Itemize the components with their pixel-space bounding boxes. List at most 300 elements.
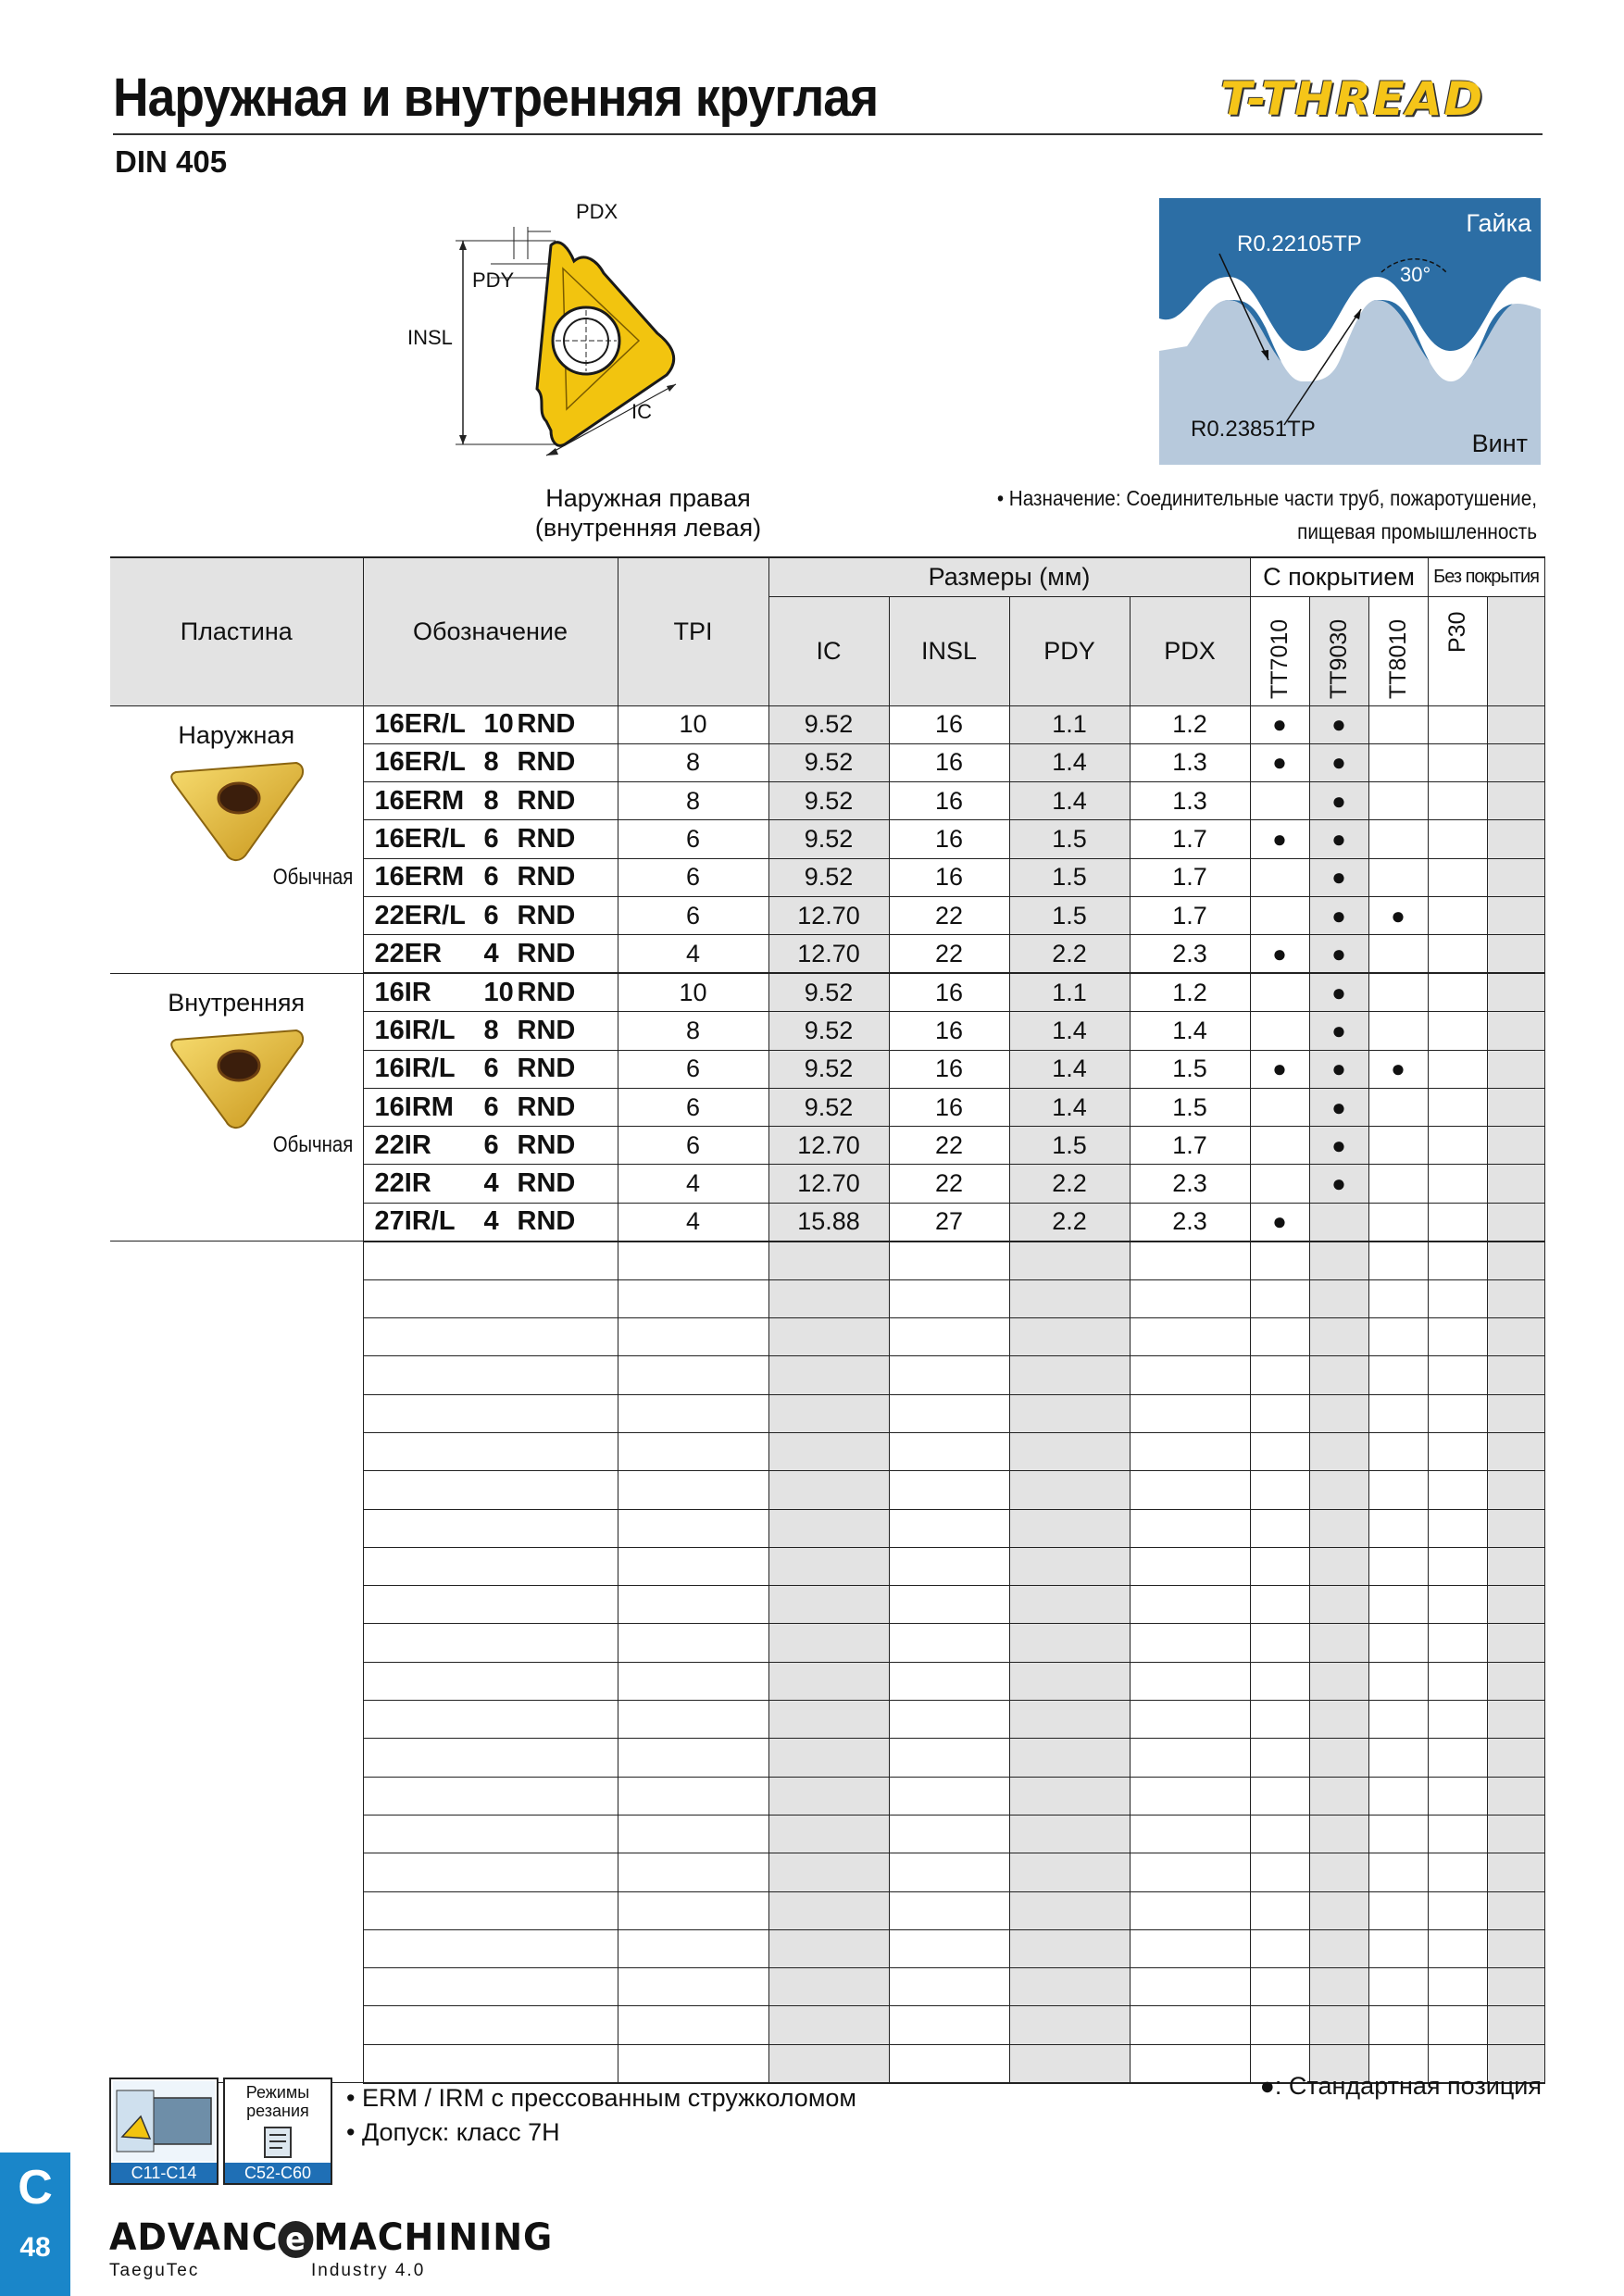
empty-cell [1309,1356,1368,1394]
section-letter: C [18,2161,53,2215]
empty-cell [1009,1929,1130,1967]
insert-spec-table [110,556,1545,2084]
grade-tt9030-cell [1309,1203,1368,1242]
empty-cell [1487,1471,1544,1509]
grade-tt7010-cell: ● [1250,1050,1309,1088]
tpi-cell: 10 [618,705,768,743]
pdx-cell: 1.7 [1130,820,1250,858]
empty-cell [1009,1891,1130,1929]
designation-profile: RND [517,824,576,855]
empty-cell [1309,1586,1368,1624]
designation-profile: RND [517,747,576,778]
empty-cell [1428,1356,1487,1394]
grade-p30-cell [1428,1050,1487,1088]
empty-cell [1250,2006,1309,2044]
empty-cell [1487,1547,1544,1585]
empty-cell [1130,1929,1250,1967]
grade-tt7010-cell [1250,1127,1309,1165]
grade-tt7010-cell [1250,973,1309,1012]
empty-cell [1487,2006,1544,2044]
grade-tt8010-cell: ● [1368,1050,1428,1088]
empty-cell [618,2044,768,2083]
legend-note: ●: Стандартная позиция [1259,2072,1542,2100]
empty-cell [1428,1624,1487,1662]
designation-tpi: 4 [483,1168,499,1199]
empty-cell [1009,1356,1130,1394]
designation-code: 22IR [374,1168,431,1199]
grade-p30-cell [1428,896,1487,934]
grade-p30-cell [1428,1165,1487,1203]
empty-cell [1130,1318,1250,1356]
insert-caption-line2: (внутренняя левая) [534,514,762,542]
designation-cell [363,705,618,743]
empty-cell [889,1242,1009,1280]
header-grade-tt9030: TT9030 [1325,618,1352,699]
empty-cell [618,1318,768,1356]
designation-cell [363,1165,618,1203]
grade-tt8010-cell [1368,782,1428,820]
empty-cell [363,1929,618,1967]
empty-cell [1487,705,1544,743]
empty-cell [1487,1662,1544,1700]
ic-cell: 12.70 [768,896,889,934]
empty-cell [1487,1318,1544,1356]
empty-cell [1428,1853,1487,1891]
empty-cell [889,2044,1009,2083]
empty-cell [1368,1929,1428,1967]
empty-cell [1309,1968,1368,2006]
designation-code: 16ERM [374,862,465,892]
insert-group-sublabel: Обычная [272,1131,354,1157]
ic-cell: 9.52 [768,743,889,781]
empty-cell [1368,1968,1428,2006]
grade-tt8010-cell [1368,1012,1428,1050]
empty-cell [1487,1777,1544,1815]
pdx-cell: 1.5 [1130,1050,1250,1088]
ic-cell: 9.52 [768,1012,889,1050]
empty-cell [1368,1739,1428,1777]
empty-cell [889,1853,1009,1891]
empty-cell [1309,2006,1368,2044]
designation-profile: RND [517,938,576,968]
grade-tt9030-cell: ● [1309,896,1368,934]
empty-cell [1487,820,1544,858]
designation-code: 16IR [374,977,431,1007]
insl-cell: 27 [889,1203,1009,1242]
ic-cell: 12.70 [768,935,889,974]
grade-tt7010-cell: ● [1250,820,1309,858]
empty-cell [1130,1815,1250,1853]
empty-cell [1130,1432,1250,1470]
pdx-cell: 1.2 [1130,705,1250,743]
tpi-cell: 4 [618,935,768,974]
grade-p30-cell [1428,782,1487,820]
empty-cell [1487,1624,1544,1662]
empty-cell [1368,1318,1428,1356]
empty-cell [1368,1777,1428,1815]
insl-cell: 16 [889,973,1009,1012]
header-coated: С покрытием [1250,557,1428,596]
grade-tt7010-cell: ● [1250,1203,1309,1242]
page-subtitle: DIN 405 [115,144,228,179]
empty-cell [1487,1853,1544,1891]
designation-code: 16ER/L [374,747,466,778]
empty-cell [889,1586,1009,1624]
empty-cell [1250,1891,1309,1929]
grade-p30-cell [1428,1127,1487,1165]
empty-cell [1309,1853,1368,1891]
designation-profile: RND [517,1015,576,1045]
empty-cell [1309,1929,1368,1967]
grade-tt9030-cell: ● [1309,782,1368,820]
empty-cell [889,1318,1009,1356]
empty-cell [363,1662,618,1700]
tpi-cell: 6 [618,820,768,858]
pdy-cell: 1.5 [1009,858,1130,896]
designation-tpi: 6 [483,824,499,855]
pdy-cell: 2.2 [1009,1165,1130,1203]
empty-cell [363,1815,618,1853]
empty-cell [768,1547,889,1585]
designation-profile: RND [517,1092,576,1122]
insl-cell: 16 [889,1088,1009,1126]
empty-cell [363,1624,618,1662]
empty-cell [618,1242,768,1280]
empty-cell [889,1701,1009,1739]
grade-tt8010-cell [1368,935,1428,974]
designation-tpi: 6 [483,1092,499,1122]
empty-cell [1009,1624,1130,1662]
tpi-cell: 6 [618,858,768,896]
empty-cell [618,1815,768,1853]
empty-cell [1368,1853,1428,1891]
pdy-label: PDY [472,268,515,292]
empty-cell [1487,1203,1544,1242]
pdy-cell: 1.1 [1009,973,1130,1012]
grade-tt8010-cell [1368,1165,1428,1203]
empty-cell [1009,1701,1130,1739]
empty-cell [768,1891,889,1929]
designation-tpi: 6 [483,1054,499,1084]
empty-cell [1487,935,1544,974]
empty-cell [1309,1891,1368,1929]
empty-cell [768,1432,889,1470]
empty-cell [1309,1279,1368,1317]
empty-cell [1250,1815,1309,1853]
designation-profile: RND [517,900,576,930]
insert-photo-icon [157,754,315,865]
empty-cell [1428,1777,1487,1815]
designation-code: 22ER/L [374,900,466,930]
empty-cell [1428,1701,1487,1739]
insl-label: INSL [407,326,453,349]
empty-cell [1428,1279,1487,1317]
grade-p30-cell [1428,1088,1487,1126]
footer-logo-tagline: Industry 4.0 [311,2261,426,2280]
empty-cell [768,1739,889,1777]
pdy-cell: 1.5 [1009,1127,1130,1165]
brand-logo: T-THREAD [1220,72,1484,126]
empty-cell [1428,1891,1487,1929]
empty-cell [1130,1891,1250,1929]
empty-cell [1487,1929,1544,1967]
header-pdx: PDX [1130,596,1250,705]
empty-cell [768,1853,889,1891]
empty-cell [1250,1968,1309,2006]
grade-tt7010-cell: ● [1250,935,1309,974]
application-note [904,481,1537,548]
empty-cell [1487,1815,1544,1853]
empty-cell [768,1356,889,1394]
insert-group-cell [110,973,363,1241]
empty-cell [1368,1891,1428,1929]
table-row [110,973,1544,1012]
empty-cell [1309,1739,1368,1777]
empty-cell [889,1432,1009,1470]
empty-cell [768,1242,889,1280]
empty-cell [889,1547,1009,1585]
designation-cell [363,1012,618,1050]
empty-cell [363,1586,618,1624]
empty-cell [1009,1968,1130,2006]
thread-profile-diagram [1159,198,1541,465]
designation-code: 22ER [374,938,443,968]
tpi-cell: 8 [618,1012,768,1050]
designation-tpi: 6 [483,1129,499,1160]
pdx-label: PDX [576,200,618,223]
empty-cell [363,1891,618,1929]
empty-cell [768,2006,889,2044]
section-tab [0,2152,70,2296]
empty-cell [1487,1279,1544,1317]
empty-cell [1487,1394,1544,1432]
empty-cell [1368,1509,1428,1547]
table-row [110,705,1544,743]
empty-cell [363,1777,618,1815]
grade-tt7010-cell [1250,1165,1309,1203]
nut-radius-label: R0.22105TP [1237,231,1362,256]
empty-cell [1368,1356,1428,1394]
header-grade-tt8010: TT8010 [1384,618,1411,699]
empty-cell [1309,1815,1368,1853]
empty-cell [1009,1586,1130,1624]
grade-tt8010-cell [1368,705,1428,743]
grade-p30-cell [1428,743,1487,781]
empty-cell [618,1968,768,2006]
empty-cell [1428,1394,1487,1432]
designation-cell [363,1050,618,1088]
empty-cell [1368,1547,1428,1585]
empty-cell [1309,1432,1368,1470]
nut-label: Гайка [1466,209,1531,237]
empty-cell [889,1815,1009,1853]
designation-cell [363,973,618,1012]
cutting-data-reference-box[interactable] [223,2078,332,2185]
pdx-cell: 1.2 [1130,973,1250,1012]
empty-cell [889,1509,1009,1547]
insert-photo-icon [157,1021,315,1132]
empty-cell [1250,1586,1309,1624]
empty-cell [889,1968,1009,2006]
empty-cell [1009,2044,1130,2083]
empty-cell [618,1891,768,1929]
empty-cell [1130,1701,1250,1739]
empty-cell [768,1471,889,1509]
empty-cell [1368,1394,1428,1432]
empty-cell [363,1279,618,1317]
pdy-cell: 1.5 [1009,820,1130,858]
empty-cell [1487,1891,1544,1929]
empty-cell [1130,1968,1250,2006]
tpi-cell: 6 [618,1088,768,1126]
empty-cell [1130,1356,1250,1394]
empty-cell [889,1929,1009,1967]
empty-cell [1009,1777,1130,1815]
empty-cell [1130,1509,1250,1547]
ic-cell: 9.52 [768,782,889,820]
screw-label: Винт [1471,430,1528,457]
empty-cell [1487,1165,1544,1203]
pdy-cell: 1.5 [1009,896,1130,934]
empty-cell [1309,1394,1368,1432]
empty-cell [1250,1777,1309,1815]
empty-cell [768,1624,889,1662]
empty-cell [618,1662,768,1700]
designation-code: 27IR/L [374,1206,456,1237]
holder-reference-box[interactable] [109,2078,219,2185]
empty-cell [363,2006,618,2044]
empty-cell [1009,1662,1130,1700]
empty-cell [1130,1777,1250,1815]
document-icon [259,2124,296,2161]
designation-profile: RND [517,709,576,740]
insl-cell: 22 [889,935,1009,974]
empty-cell [1130,1853,1250,1891]
grade-tt9030-cell: ● [1309,1012,1368,1050]
screw-radius-label: R0.23851TP [1191,417,1316,442]
grade-tt8010-cell [1368,973,1428,1012]
empty-cell [1428,1471,1487,1509]
empty-cell [889,2006,1009,2044]
empty-cell [1487,1012,1544,1050]
empty-cell [1428,1739,1487,1777]
empty-cell [1130,1471,1250,1509]
pdy-cell: 2.2 [1009,1203,1130,1242]
empty-cell [889,1777,1009,1815]
empty-cell [1250,1739,1309,1777]
grade-tt8010-cell: ● [1368,896,1428,934]
cutting-data-title: Режимы резания [245,2083,310,2120]
empty-cell [1250,1701,1309,1739]
pdx-cell: 1.7 [1130,858,1250,896]
empty-cell [1309,1547,1368,1585]
empty-cell [768,1777,889,1815]
tpi-cell: 8 [618,782,768,820]
grade-tt9030-cell: ● [1309,1088,1368,1126]
empty-cell [618,1739,768,1777]
empty-cell [1487,743,1544,781]
header-pdy: PDY [1009,596,1130,705]
empty-cell [618,1701,768,1739]
empty-cell [1009,1547,1130,1585]
empty-cell [1009,1318,1130,1356]
empty-cell [1487,782,1544,820]
header-grade-tt7010: TT7010 [1266,618,1293,699]
empty-cell [1309,1777,1368,1815]
grade-tt7010-cell: ● [1250,743,1309,781]
empty-cell [1368,1701,1428,1739]
empty-cell [1368,1242,1428,1280]
empty-cell [1487,858,1544,896]
empty-cell [1487,1739,1544,1777]
toolholder-icon [113,2081,215,2161]
grade-tt9030-cell: ● [1309,743,1368,781]
grade-p30-cell [1428,1012,1487,1050]
application-note-line2: пищевая промышленность [1297,519,1537,543]
pdx-cell: 1.7 [1130,896,1250,934]
designation-cell [363,782,618,820]
insl-cell: 16 [889,858,1009,896]
empty-cell [1309,1471,1368,1509]
empty-cell [1250,1853,1309,1891]
designation-cell [363,935,618,974]
footer-logo-company: TaeguTec [109,2261,200,2280]
empty-cell [889,1356,1009,1394]
grade-tt9030-cell: ● [1309,935,1368,974]
empty-cell [889,1471,1009,1509]
empty-cell [768,1701,889,1739]
empty-cell [1368,1586,1428,1624]
empty-cell [1309,1662,1368,1700]
empty-cell [1250,1356,1309,1394]
ic-cell: 9.52 [768,1050,889,1088]
designation-tpi: 8 [483,747,499,778]
tpi-cell: 4 [618,1203,768,1242]
pdy-cell: 1.4 [1009,1050,1130,1088]
footnote-1: • ERM / IRM с прессованным стружколомом [346,2084,856,2112]
empty-cell [1428,1815,1487,1853]
pdx-cell: 2.3 [1130,935,1250,974]
empty-cell [363,1547,618,1585]
empty-cell [363,1739,618,1777]
empty-cell [363,1471,618,1509]
pdx-cell: 2.3 [1130,1165,1250,1203]
empty-cell [618,1279,768,1317]
empty-cell [1250,1242,1309,1280]
empty-cell [1487,1088,1544,1126]
empty-cell [1428,1586,1487,1624]
empty-cell [1368,2006,1428,2044]
empty-cell [618,1356,768,1394]
empty-cell [1130,1739,1250,1777]
footnote-2: • Допуск: класс 7H [346,2118,560,2146]
grade-tt9030-cell: ● [1309,820,1368,858]
grade-tt8010-cell [1368,743,1428,781]
designation-cell [363,1088,618,1126]
empty-cell [1428,1509,1487,1547]
empty-cell [1309,1701,1368,1739]
empty-cell [768,1509,889,1547]
empty-cell [363,1853,618,1891]
empty-cell [1487,1356,1544,1394]
empty-cell [1130,1242,1250,1280]
empty-cell [768,1815,889,1853]
empty-cell [1130,1662,1250,1700]
designation-cell [363,1203,618,1242]
empty-cell [1487,1509,1544,1547]
empty-cell [1487,1432,1544,1470]
empty-cell [768,1318,889,1356]
